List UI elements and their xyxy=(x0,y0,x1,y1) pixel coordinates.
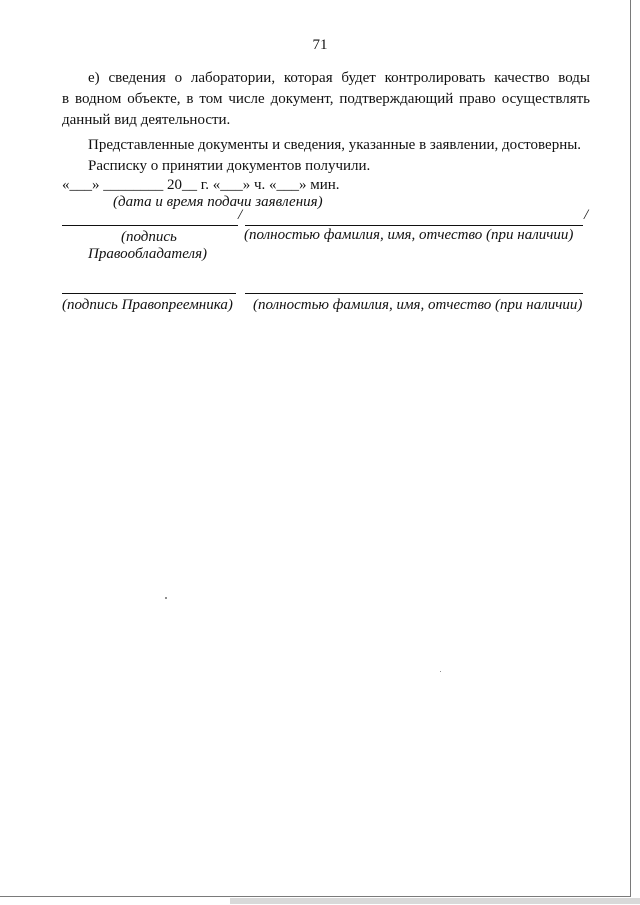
successor-signature-line xyxy=(62,293,236,294)
datetime-caption: (дата и время подачи заявления) xyxy=(113,194,323,210)
holder-signature-caption-2: Правообладателя) xyxy=(88,246,208,262)
holder-name-caption: (полностью фамилия, имя, отчество (при наличии) xyxy=(244,227,574,243)
successor-name-caption: (полностью фамилия, имя, отчество (при наличии) xyxy=(253,297,583,313)
submission-datetime-field: «___» ________ 20__ г. «___» ч. «___» мин. xyxy=(62,177,340,193)
holder-signature-caption-1: (подпись xyxy=(121,229,177,245)
scan-speck xyxy=(440,671,441,672)
paragraph-e xyxy=(62,68,590,131)
scan-speck xyxy=(165,597,167,599)
receipt-statement: Расписку о принятии документов получили. xyxy=(88,158,371,174)
holder-separator-slash: / xyxy=(238,207,243,223)
holder-end-slash: / xyxy=(584,207,589,223)
paragraph-e-line-1: е) сведения о лаборатории, которая будет контролировать качество воды xyxy=(88,70,590,86)
paragraph-e-line-3: данный вид деятельности. xyxy=(62,112,231,128)
paragraph-e-line-2: в водном объекте, в том числе документ, подтверждающий право осуществлять xyxy=(62,91,590,107)
scan-bottom-edge xyxy=(230,898,640,904)
certification-statement: Представленные документы и сведения, указанные в заявлении, достоверны. xyxy=(88,137,582,153)
successor-signature-caption: (подпись Правопреемника) xyxy=(62,297,233,313)
successor-name-line xyxy=(245,293,583,294)
page-number: 71 xyxy=(312,37,328,53)
holder-signature-line xyxy=(62,225,238,226)
